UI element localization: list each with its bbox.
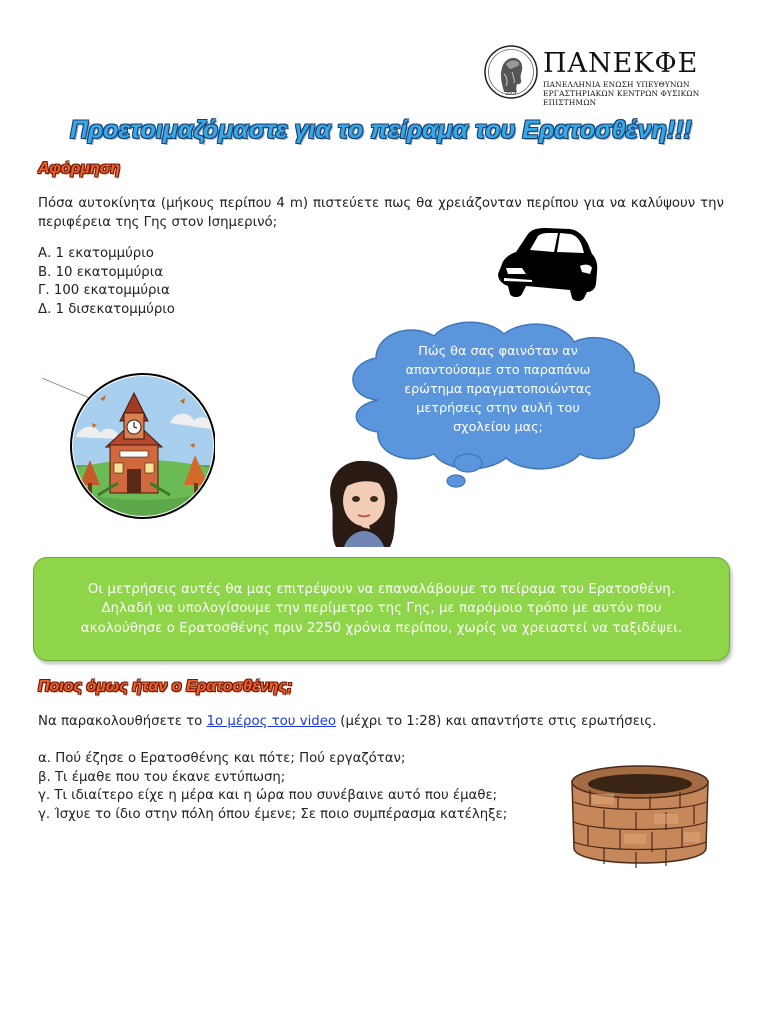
option-a: Α. 1 εκατομμύριο — [38, 246, 154, 261]
logo-year: 2004 — [505, 92, 517, 97]
section-heading-aformisi: Αφόρμηση — [38, 160, 121, 177]
callout-text: Οι μετρήσεις αυτές θα μας επιτρέψουν να επαναλάβουμε το πείραμα του Ερατοσθένη. Δηλαδή να υπολογίσουμε την περίμετρο της Γης, με παρόμοιο τρόπο με αυτόν που ακολούθησε ο Ερατοσθένης πριν 2250 χρόνια περίπου, χωρίς να χρειαστεί να ταξιδέψει. — [80, 581, 683, 636]
bust-logo-icon — [483, 44, 539, 100]
logo — [483, 44, 733, 107]
logo-subtitle-line2: ΕΡΓΑΣΤΗΡΙΑΚΩΝ ΚΕΝΤΡΩΝ ΦΥΣΙΚΩΝ ΕΠΙΣΤΗΜΩΝ — [543, 89, 700, 107]
option-c: Γ. 100 εκατομμύρια — [38, 283, 170, 298]
section-heading-who-was-eratosthenes: Ποιος όμως ήταν ο Ερατοσθένης; — [38, 678, 293, 695]
video-link[interactable]: 1ο μέρος του video — [206, 714, 337, 729]
questions-list — [38, 750, 518, 824]
logo-name: ΠΑΝΕΚΦΕ — [543, 48, 699, 79]
cloud-text: Πώς θα σας φαινόταν αν απαντούσαμε στο παραπάνω ερώτημα πραγματοποιώντας μετρήσεις στην αυλή του σχολείου μας; — [404, 344, 592, 435]
question-item: γ. Τι ιδιαίτερο είχε η μέρα και η ώρα που συνέβαινε αυτό που έμαθε; — [38, 788, 498, 803]
question-item: β. Τι έμαθε που του έκανε εντύπωση; — [38, 769, 286, 785]
page-title: Προετοιμαζόμαστε για το πείραμα του Ερατοσθένη!!! — [70, 116, 692, 144]
intro-text-after: (μέχρι το 1:28) και απαντήστε στις ερωτήσεις. — [336, 714, 657, 729]
thinking-girl-icon — [318, 455, 410, 550]
answer-options-list — [38, 245, 338, 319]
video-instructions — [38, 713, 678, 732]
question-item: γ. Ίσχυε το ίδιο στην πόλη όπου έμενε; Σε ποιο συμπέρασμα κατέληξε; — [38, 806, 508, 822]
callout-box — [33, 557, 730, 661]
option-d: Δ. 1 δισεκατομμύριο — [38, 301, 175, 317]
stone-well-icon — [566, 760, 714, 870]
school-house-icon — [40, 365, 215, 520]
question-paragraph: Πόσα αυτοκίνητα (μήκους περίπου 4 m) πιστεύετε πως θα χρειάζονταν περίπου για να καλύψουν την περιφέρεια της Γης στον Ισημερινό; — [38, 196, 724, 230]
logo-subtitle-line1: ΠΑΝΕΛΛΗΝΙΑ ΕΝΩΣΗ ΥΠΕΥΘΥΝΩΝ — [543, 80, 690, 89]
option-b: Β. 10 εκατομμύρια — [38, 264, 163, 280]
car-icon — [492, 224, 600, 302]
intro-text-before: Να παρακολουθήσετε το — [38, 714, 207, 729]
question-item: α. Πού έζησε ο Ερατοσθένης και πότε; Πού εργαζόταν; — [38, 751, 406, 766]
